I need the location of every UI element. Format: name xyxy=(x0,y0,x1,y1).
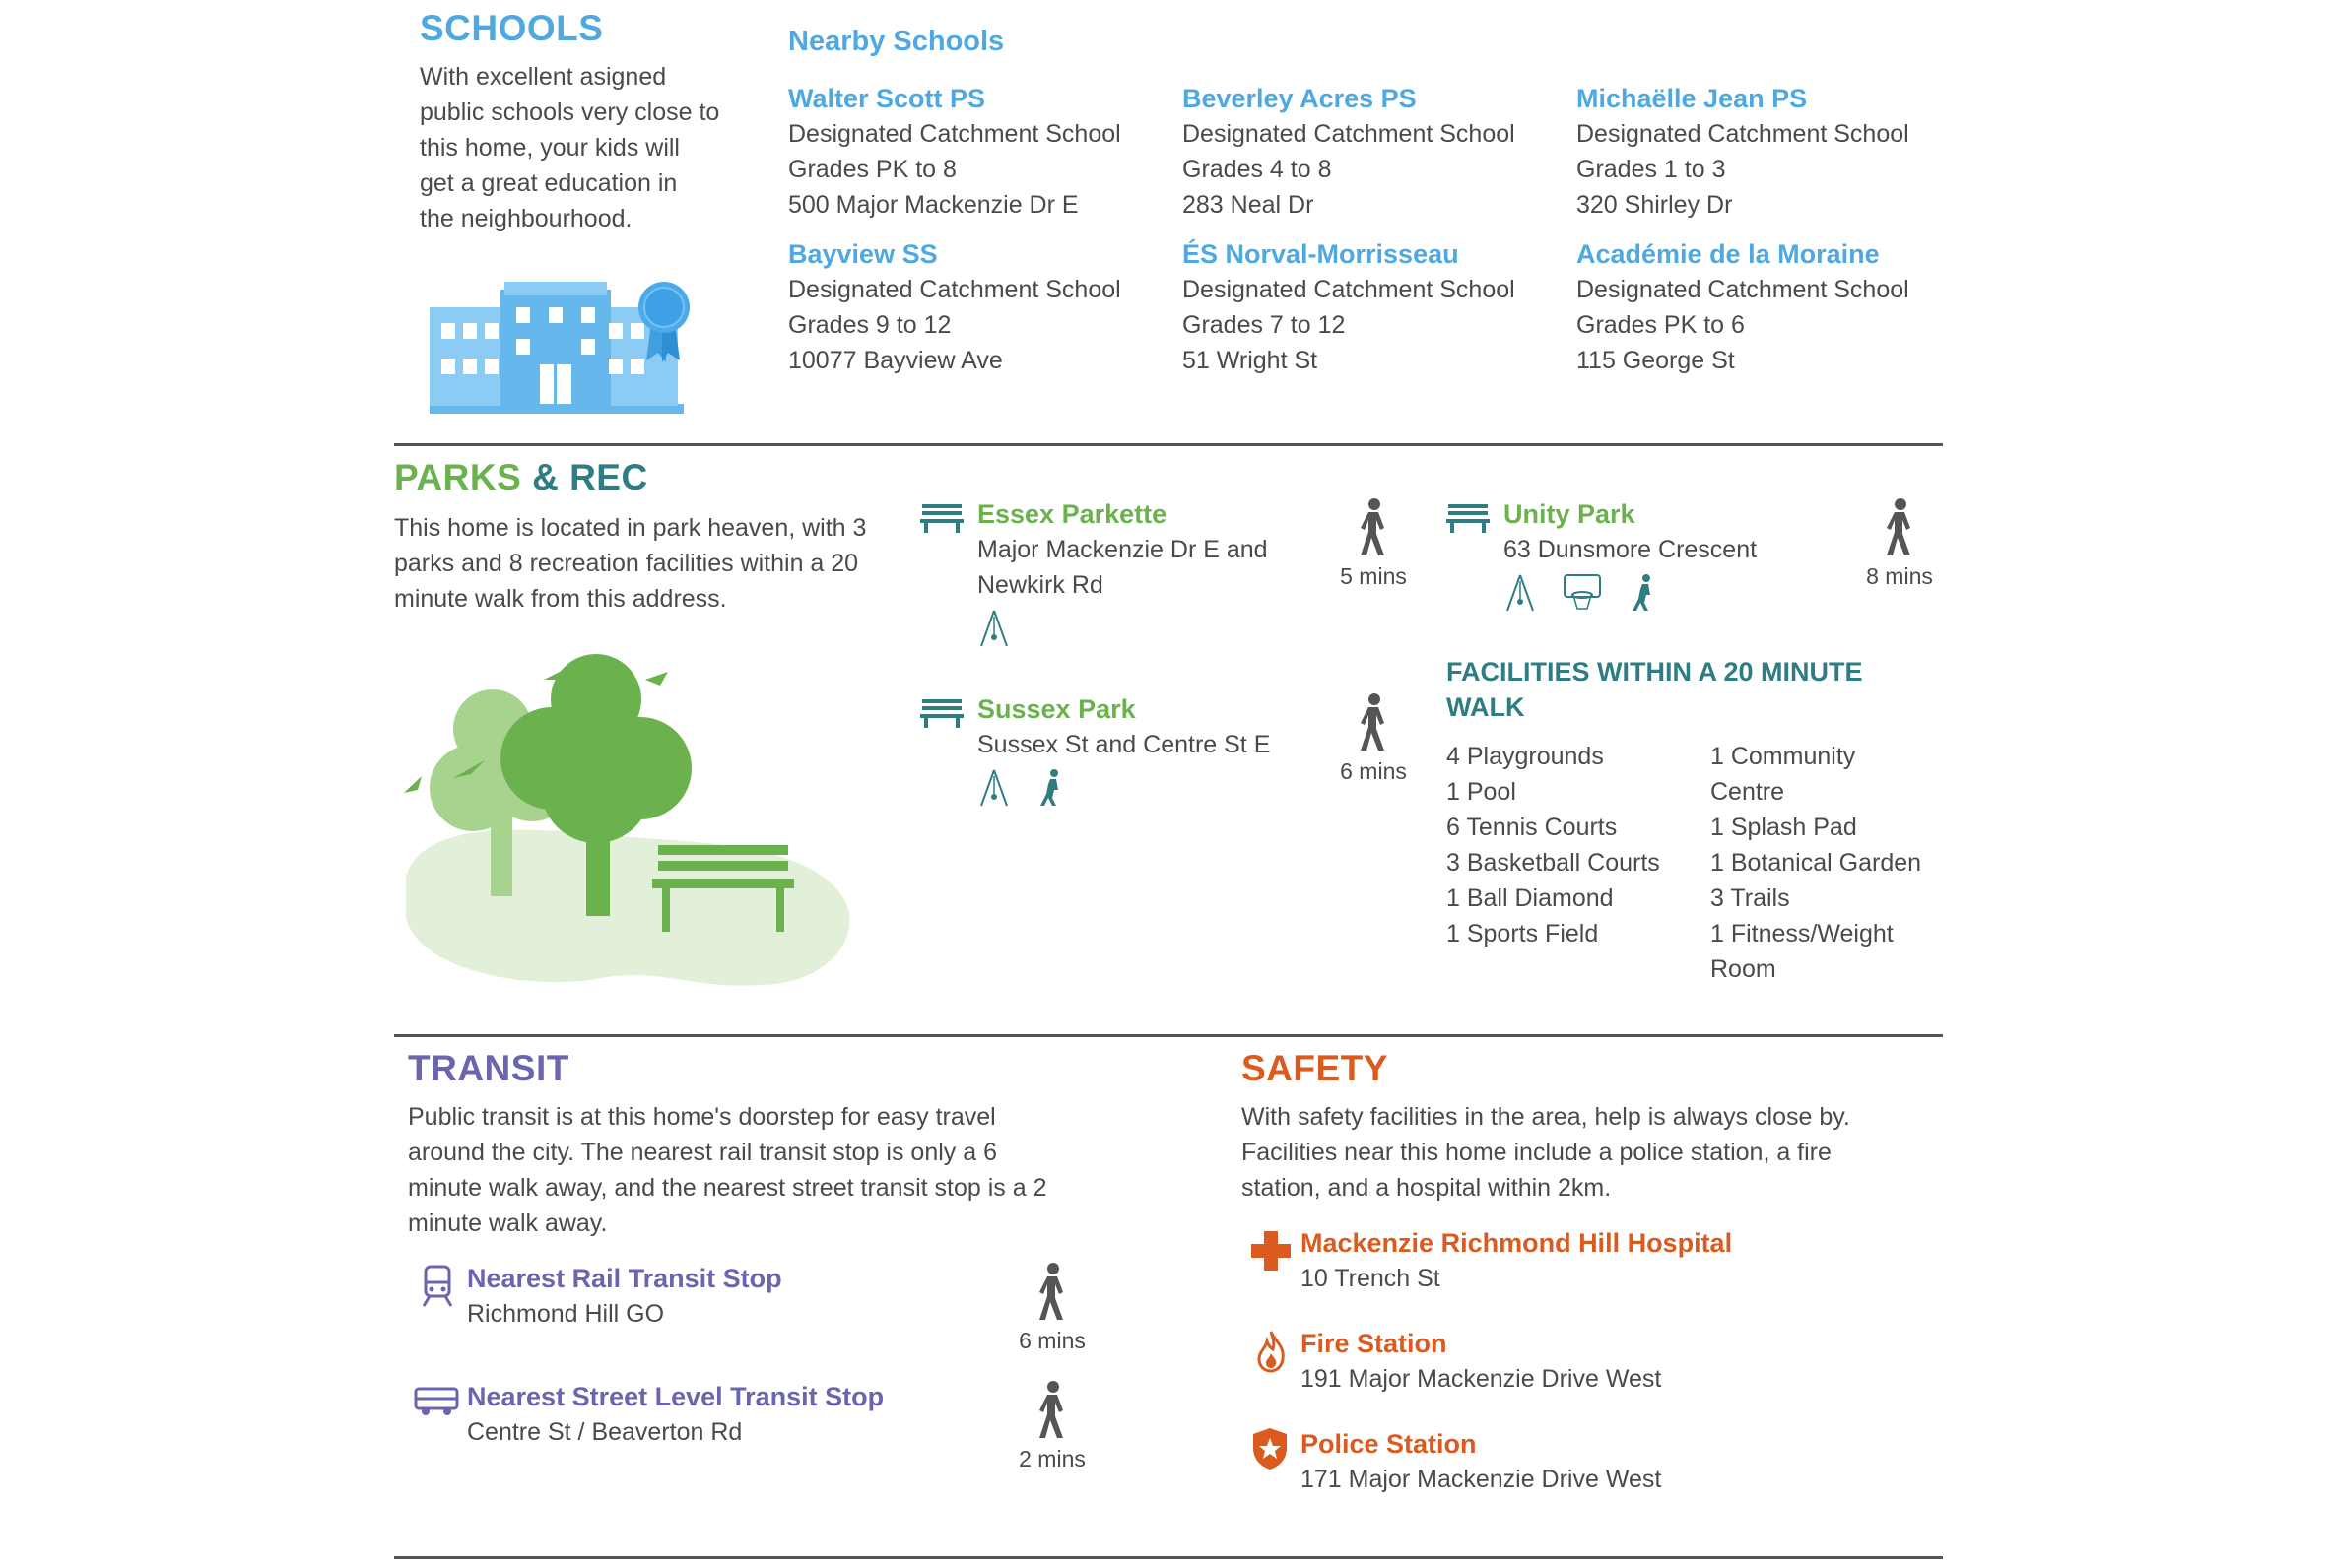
playground-icon xyxy=(977,768,1011,808)
nearby-schools-title: Nearby Schools xyxy=(788,26,1005,57)
safety-desc-line: With safety facilities in the area, help is always close by. xyxy=(1241,1103,1850,1131)
park-entry-essex xyxy=(977,496,1302,653)
school-type: Designated Catchment School xyxy=(788,276,1121,303)
park-address: Sussex St and Centre St E xyxy=(977,731,1271,758)
schools-title: SCHOOLS xyxy=(420,8,604,48)
playground-icon xyxy=(1503,573,1537,613)
school-grades: Grades PK to 6 xyxy=(1576,311,1745,339)
schools-desc-line: the neighbourhood. xyxy=(420,205,633,232)
playground-icon xyxy=(977,609,1011,648)
safety-fire-station xyxy=(1300,1326,1911,1397)
park-address: Major Mackenzie Dr E and xyxy=(977,536,1268,563)
safety-title: SAFETY xyxy=(1241,1048,1388,1088)
transit-desc-line: around the city. The nearest rail transit stop is only a 6 xyxy=(408,1139,997,1166)
safety-facility-name[interactable]: Police Station xyxy=(1300,1429,1477,1459)
facility-item: Centre xyxy=(1710,778,1785,806)
transit-title: TRANSIT xyxy=(408,1048,569,1088)
school-type: Designated Catchment School xyxy=(1576,276,1909,303)
police-badge-icon xyxy=(1251,1426,1289,1471)
school-type: Designated Catchment School xyxy=(1576,120,1909,148)
safety-desc-line: Facilities near this home include a police station, a fire xyxy=(1241,1139,1832,1166)
school-name[interactable]: Walter Scott PS xyxy=(788,84,986,113)
school-address: 10077 Bayview Ave xyxy=(788,347,1003,374)
park-illustration-icon xyxy=(394,650,867,1005)
school-type: Designated Catchment School xyxy=(1182,120,1515,148)
parks-desc-line: minute walk from this address. xyxy=(394,585,727,613)
walk-time-label: 6 mins xyxy=(1340,758,1407,784)
school-type: Designated Catchment School xyxy=(1182,276,1515,303)
transit-desc-line: minute walk away, and the nearest street transit stop is a 2 xyxy=(408,1174,1047,1202)
trail-icon xyxy=(1629,573,1658,613)
park-name[interactable]: Unity Park xyxy=(1503,499,1635,529)
walking-person-icon xyxy=(1033,1263,1071,1322)
facility-item: 1 Pool xyxy=(1446,778,1516,806)
facilities-list-right xyxy=(1710,739,1947,987)
facilities-list-left xyxy=(1446,739,1702,951)
school-entry xyxy=(1182,236,1557,378)
facility-item: 4 Playgrounds xyxy=(1446,743,1604,770)
school-address: 320 Shirley Dr xyxy=(1576,191,1733,219)
facility-item: 1 Ball Diamond xyxy=(1446,884,1614,912)
school-name[interactable]: ÉS Norval-Morrisseau xyxy=(1182,239,1459,269)
safety-police-station xyxy=(1300,1426,1911,1497)
transit-stop-name: Richmond Hill GO xyxy=(467,1300,665,1328)
bench-icon xyxy=(920,502,964,534)
school-address: 500 Major Mackenzie Dr E xyxy=(788,191,1079,219)
facility-item: 1 Splash Pad xyxy=(1710,814,1857,841)
park-entry-unity xyxy=(1503,496,1829,618)
walking-person-icon xyxy=(1355,693,1392,752)
school-grades: Grades 7 to 12 xyxy=(1182,311,1346,339)
basketball-icon xyxy=(1563,573,1602,613)
park-address: 63 Dunsmore Crescent xyxy=(1503,536,1758,563)
facilities-title-line: WALK xyxy=(1446,692,1525,722)
safety-hospital xyxy=(1300,1225,1911,1296)
school-name[interactable]: Beverley Acres PS xyxy=(1182,84,1417,113)
walk-time-label: 2 mins xyxy=(1019,1446,1086,1471)
school-name[interactable]: Bayview SS xyxy=(788,239,938,269)
bus-icon xyxy=(414,1387,459,1416)
school-grades: Grades 1 to 3 xyxy=(1576,156,1726,183)
school-entry xyxy=(788,81,1163,223)
transit-stop-street xyxy=(467,1379,1019,1450)
facilities-title xyxy=(1446,654,1863,725)
transit-desc-line: minute walk away. xyxy=(408,1209,608,1237)
section-divider xyxy=(394,443,1943,446)
award-ribbon-icon xyxy=(631,276,700,364)
hospital-cross-icon xyxy=(1249,1229,1293,1273)
walk-time-label: 6 mins xyxy=(1019,1328,1086,1353)
school-entry xyxy=(1576,81,1951,223)
walking-person-icon xyxy=(1881,498,1918,557)
school-address: 283 Neal Dr xyxy=(1182,191,1314,219)
schools-desc-line: With excellent asigned xyxy=(420,63,667,91)
facility-item: 6 Tennis Courts xyxy=(1446,814,1618,841)
park-entry-sussex xyxy=(977,691,1302,813)
amenity-icons xyxy=(977,609,1302,653)
section-divider xyxy=(394,1556,1943,1559)
school-type: Designated Catchment School xyxy=(788,120,1121,148)
school-grades: Grades PK to 8 xyxy=(788,156,957,183)
school-address: 51 Wright St xyxy=(1182,347,1318,374)
walk-time-sussex xyxy=(1324,693,1423,785)
safety-facility-name[interactable]: Fire Station xyxy=(1300,1329,1447,1358)
walking-person-icon xyxy=(1355,498,1392,557)
park-address: Newkirk Rd xyxy=(977,571,1103,599)
amenity-icons xyxy=(977,768,1302,813)
safety-facility-name[interactable]: Mackenzie Richmond Hill Hospital xyxy=(1300,1228,1733,1258)
transit-desc-line: Public transit is at this home's doorstep for easy travel xyxy=(408,1103,996,1131)
safety-desc-line: station, and a hospital within 2km. xyxy=(1241,1174,1612,1202)
section-divider xyxy=(394,1034,1943,1037)
safety-facility-address: 171 Major Mackenzie Drive West xyxy=(1300,1466,1662,1493)
facility-item: 1 Community xyxy=(1710,743,1856,770)
transit-stop-label[interactable]: Nearest Street Level Transit Stop xyxy=(467,1382,885,1411)
walk-time-label: 5 mins xyxy=(1340,563,1407,589)
transit-stop-label[interactable]: Nearest Rail Transit Stop xyxy=(467,1264,782,1293)
safety-facility-address: 10 Trench St xyxy=(1300,1265,1440,1292)
parks-title-b: & REC xyxy=(532,457,648,497)
facilities-title-line: FACILITIES WITHIN A 20 MINUTE xyxy=(1446,657,1863,686)
bench-icon xyxy=(1446,502,1490,534)
walk-time-label: 8 mins xyxy=(1866,563,1933,589)
walk-time-unity xyxy=(1850,498,1949,590)
safety-description xyxy=(1241,1099,1931,1206)
school-entry xyxy=(1576,236,1951,378)
transit-stop-name: Centre St / Beaverton Rd xyxy=(467,1418,743,1446)
schools-desc-line: this home, your kids will xyxy=(420,134,680,162)
facility-item: 1 Botanical Garden xyxy=(1710,849,1922,877)
walk-time-street xyxy=(1003,1381,1101,1472)
train-icon xyxy=(422,1265,453,1308)
school-grades: Grades 9 to 12 xyxy=(788,311,952,339)
fire-icon xyxy=(1255,1330,1287,1373)
facility-item: Room xyxy=(1710,955,1776,983)
parks-title-a: PARKS xyxy=(394,457,522,497)
parks-title xyxy=(394,457,648,498)
parks-desc-line: This home is located in park heaven, with 3 xyxy=(394,514,867,542)
schools-desc-line: get a great education in xyxy=(420,169,678,197)
facility-item: 1 Fitness/Weight xyxy=(1710,920,1894,947)
walking-person-icon xyxy=(1033,1381,1071,1440)
transit-description xyxy=(408,1099,1098,1241)
transit-stop-rail xyxy=(467,1261,979,1332)
facility-item: 1 Sports Field xyxy=(1446,920,1599,947)
facility-item: 3 Trails xyxy=(1710,884,1790,912)
parks-desc-line: parks and 8 recreation facilities within a 20 xyxy=(394,550,859,577)
bench-icon xyxy=(920,697,964,729)
walk-time-rail xyxy=(1003,1263,1101,1354)
park-name[interactable]: Essex Parkette xyxy=(977,499,1167,529)
schools-desc-line: public schools very close to xyxy=(420,98,720,126)
school-entry xyxy=(788,236,1163,378)
park-name[interactable]: Sussex Park xyxy=(977,694,1136,724)
safety-facility-address: 191 Major Mackenzie Drive West xyxy=(1300,1365,1662,1393)
school-name[interactable]: Académie de la Moraine xyxy=(1576,239,1880,269)
school-name[interactable]: Michaëlle Jean PS xyxy=(1576,84,1808,113)
school-grades: Grades 4 to 8 xyxy=(1182,156,1332,183)
facility-item: 3 Basketball Courts xyxy=(1446,849,1660,877)
parks-description xyxy=(394,510,906,617)
school-address: 115 George St xyxy=(1576,347,1735,374)
school-entry xyxy=(1182,81,1557,223)
schools-description xyxy=(420,59,745,236)
amenity-icons xyxy=(1503,573,1829,618)
walk-time-essex xyxy=(1324,498,1423,590)
trail-icon xyxy=(1036,768,1066,808)
